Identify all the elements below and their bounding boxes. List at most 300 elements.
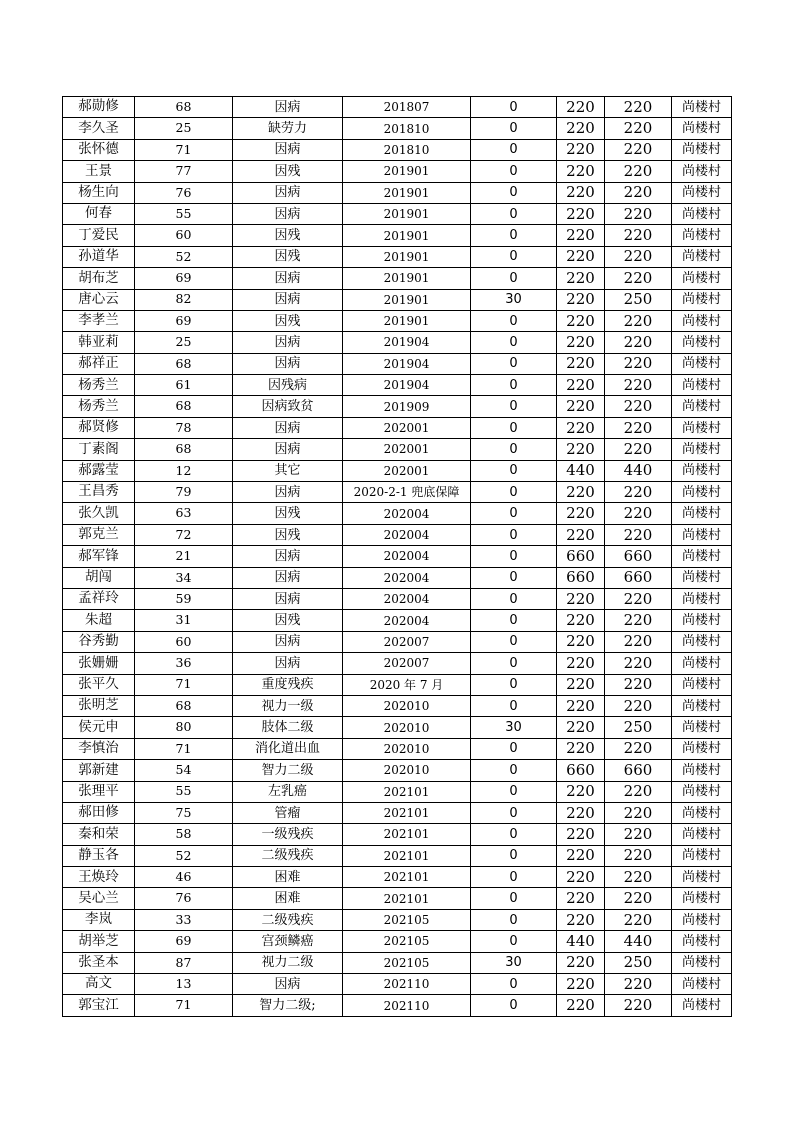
reason-cell: 视力二级 <box>233 952 343 973</box>
extra-amount-cell: 0 <box>471 781 557 802</box>
total-amount-cell: 220 <box>605 995 672 1016</box>
table-row <box>63 139 732 160</box>
reason-cell: 因残 <box>233 246 343 267</box>
total-amount-cell: 660 <box>605 546 672 567</box>
age-cell: 60 <box>135 225 233 246</box>
name-cell: 张怀德 <box>63 139 135 160</box>
base-amount-cell: 220 <box>557 310 605 331</box>
reason-cell: 因病致贫 <box>233 396 343 417</box>
date-cell: 202101 <box>343 781 471 802</box>
name-cell: 张久凯 <box>63 503 135 524</box>
total-amount-cell: 220 <box>605 353 672 374</box>
assistance-recipient-table <box>62 96 732 1017</box>
age-cell: 21 <box>135 546 233 567</box>
age-cell: 63 <box>135 503 233 524</box>
base-amount-cell: 220 <box>557 909 605 930</box>
table-row <box>63 909 732 930</box>
reason-cell: 二级残疾 <box>233 909 343 930</box>
extra-amount-cell: 0 <box>471 268 557 289</box>
extra-amount-cell: 0 <box>471 760 557 781</box>
table-row <box>63 118 732 139</box>
base-amount-cell: 220 <box>557 417 605 438</box>
name-cell: 丁素阁 <box>63 439 135 460</box>
village-cell: 尚楼村 <box>672 653 732 674</box>
reason-cell: 左乳癌 <box>233 781 343 802</box>
extra-amount-cell: 0 <box>471 353 557 374</box>
table-row <box>63 439 732 460</box>
age-cell: 71 <box>135 995 233 1016</box>
date-cell: 202010 <box>343 760 471 781</box>
reason-cell: 因病 <box>233 289 343 310</box>
village-cell: 尚楼村 <box>672 781 732 802</box>
name-cell: 张平久 <box>63 674 135 695</box>
village-cell: 尚楼村 <box>672 995 732 1016</box>
extra-amount-cell: 0 <box>471 482 557 503</box>
total-amount-cell: 220 <box>605 225 672 246</box>
total-amount-cell: 220 <box>605 974 672 995</box>
reason-cell: 因病 <box>233 417 343 438</box>
date-cell: 201810 <box>343 139 471 160</box>
extra-amount-cell: 0 <box>471 974 557 995</box>
table-row <box>63 845 732 866</box>
extra-amount-cell: 0 <box>471 375 557 396</box>
age-cell: 33 <box>135 909 233 930</box>
reason-cell: 管瘤 <box>233 802 343 823</box>
village-cell: 尚楼村 <box>672 952 732 973</box>
name-cell: 郝军锋 <box>63 546 135 567</box>
name-cell: 吴心兰 <box>63 888 135 909</box>
date-cell: 202110 <box>343 974 471 995</box>
total-amount-cell: 220 <box>605 182 672 203</box>
name-cell: 张圣本 <box>63 952 135 973</box>
extra-amount-cell: 0 <box>471 845 557 866</box>
name-cell: 胡布芝 <box>63 268 135 289</box>
extra-amount-cell: 0 <box>471 588 557 609</box>
total-amount-cell: 220 <box>605 653 672 674</box>
village-cell: 尚楼村 <box>672 439 732 460</box>
base-amount-cell: 440 <box>557 931 605 952</box>
total-amount-cell: 220 <box>605 161 672 182</box>
total-amount-cell: 220 <box>605 268 672 289</box>
total-amount-cell: 250 <box>605 952 672 973</box>
reason-cell: 视力一级 <box>233 695 343 716</box>
name-cell: 郝勋修 <box>63 97 135 118</box>
table-row <box>63 246 732 267</box>
total-amount-cell: 220 <box>605 631 672 652</box>
age-cell: 61 <box>135 375 233 396</box>
date-cell: 201901 <box>343 268 471 289</box>
total-amount-cell: 660 <box>605 567 672 588</box>
table-row <box>63 375 732 396</box>
village-cell: 尚楼村 <box>672 674 732 695</box>
village-cell: 尚楼村 <box>672 717 732 738</box>
age-cell: 60 <box>135 631 233 652</box>
base-amount-cell: 220 <box>557 824 605 845</box>
date-cell: 202004 <box>343 524 471 545</box>
extra-amount-cell: 0 <box>471 674 557 695</box>
table-row <box>63 268 732 289</box>
date-cell: 201901 <box>343 161 471 182</box>
date-cell: 202007 <box>343 631 471 652</box>
total-amount-cell: 220 <box>605 781 672 802</box>
base-amount-cell: 220 <box>557 396 605 417</box>
table-row <box>63 310 732 331</box>
base-amount-cell: 220 <box>557 289 605 310</box>
base-amount-cell: 220 <box>557 375 605 396</box>
name-cell: 何春 <box>63 203 135 224</box>
village-cell: 尚楼村 <box>672 203 732 224</box>
name-cell: 李岚 <box>63 909 135 930</box>
date-cell: 202101 <box>343 824 471 845</box>
name-cell: 李久圣 <box>63 118 135 139</box>
extra-amount-cell: 0 <box>471 738 557 759</box>
reason-cell: 因病 <box>233 439 343 460</box>
table-row <box>63 203 732 224</box>
age-cell: 71 <box>135 738 233 759</box>
extra-amount-cell: 0 <box>471 631 557 652</box>
extra-amount-cell: 0 <box>471 246 557 267</box>
age-cell: 31 <box>135 610 233 631</box>
name-cell: 张姗姗 <box>63 653 135 674</box>
age-cell: 68 <box>135 439 233 460</box>
total-amount-cell: 220 <box>605 610 672 631</box>
name-cell: 朱超 <box>63 610 135 631</box>
total-amount-cell: 440 <box>605 460 672 481</box>
base-amount-cell: 220 <box>557 161 605 182</box>
table-row <box>63 503 732 524</box>
extra-amount-cell: 0 <box>471 439 557 460</box>
name-cell: 郭宝江 <box>63 995 135 1016</box>
base-amount-cell: 220 <box>557 610 605 631</box>
reason-cell: 因病 <box>233 268 343 289</box>
name-cell: 杨秀兰 <box>63 396 135 417</box>
reason-cell: 因病 <box>233 974 343 995</box>
base-amount-cell: 220 <box>557 203 605 224</box>
total-amount-cell: 220 <box>605 139 672 160</box>
village-cell: 尚楼村 <box>672 974 732 995</box>
age-cell: 52 <box>135 845 233 866</box>
base-amount-cell: 220 <box>557 524 605 545</box>
extra-amount-cell: 0 <box>471 310 557 331</box>
age-cell: 34 <box>135 567 233 588</box>
age-cell: 75 <box>135 802 233 823</box>
village-cell: 尚楼村 <box>672 118 732 139</box>
base-amount-cell: 220 <box>557 631 605 652</box>
base-amount-cell: 220 <box>557 695 605 716</box>
reason-cell: 智力二级 <box>233 760 343 781</box>
name-cell: 李慎治 <box>63 738 135 759</box>
reason-cell: 因残 <box>233 524 343 545</box>
age-cell: 54 <box>135 760 233 781</box>
total-amount-cell: 220 <box>605 118 672 139</box>
table-row <box>63 738 732 759</box>
village-cell: 尚楼村 <box>672 289 732 310</box>
date-cell: 202101 <box>343 867 471 888</box>
age-cell: 59 <box>135 588 233 609</box>
reason-cell: 因残 <box>233 161 343 182</box>
base-amount-cell: 220 <box>557 653 605 674</box>
village-cell: 尚楼村 <box>672 802 732 823</box>
name-cell: 郝田修 <box>63 802 135 823</box>
date-cell: 202007 <box>343 653 471 674</box>
reason-cell: 智力二级; <box>233 995 343 1016</box>
name-cell: 胡闯 <box>63 567 135 588</box>
table-row <box>63 974 732 995</box>
date-cell: 201901 <box>343 225 471 246</box>
reason-cell: 一级残疾 <box>233 824 343 845</box>
total-amount-cell: 220 <box>605 824 672 845</box>
reason-cell: 困难 <box>233 888 343 909</box>
table-row <box>63 97 732 118</box>
base-amount-cell: 220 <box>557 802 605 823</box>
table-row <box>63 161 732 182</box>
extra-amount-cell: 0 <box>471 460 557 481</box>
date-cell: 202004 <box>343 567 471 588</box>
table-row <box>63 396 732 417</box>
extra-amount-cell: 0 <box>471 225 557 246</box>
village-cell: 尚楼村 <box>672 695 732 716</box>
base-amount-cell: 220 <box>557 439 605 460</box>
date-cell: 202001 <box>343 439 471 460</box>
extra-amount-cell: 0 <box>471 931 557 952</box>
date-cell: 202004 <box>343 610 471 631</box>
table-row <box>63 867 732 888</box>
total-amount-cell: 220 <box>605 97 672 118</box>
name-cell: 王焕玲 <box>63 867 135 888</box>
total-amount-cell: 220 <box>605 246 672 267</box>
age-cell: 36 <box>135 653 233 674</box>
village-cell: 尚楼村 <box>672 824 732 845</box>
extra-amount-cell: 0 <box>471 546 557 567</box>
total-amount-cell: 220 <box>605 845 672 866</box>
name-cell: 侯元申 <box>63 717 135 738</box>
base-amount-cell: 220 <box>557 503 605 524</box>
date-cell: 202101 <box>343 845 471 866</box>
village-cell: 尚楼村 <box>672 867 732 888</box>
extra-amount-cell: 30 <box>471 952 557 973</box>
age-cell: 80 <box>135 717 233 738</box>
total-amount-cell: 220 <box>605 332 672 353</box>
name-cell: 唐心云 <box>63 289 135 310</box>
base-amount-cell: 220 <box>557 974 605 995</box>
base-amount-cell: 220 <box>557 225 605 246</box>
village-cell: 尚楼村 <box>672 139 732 160</box>
name-cell: 丁爱民 <box>63 225 135 246</box>
date-cell: 2020-2-1 兜底保障 <box>343 482 471 503</box>
age-cell: 58 <box>135 824 233 845</box>
extra-amount-cell: 0 <box>471 567 557 588</box>
table-row <box>63 781 732 802</box>
village-cell: 尚楼村 <box>672 567 732 588</box>
name-cell: 王昌秀 <box>63 482 135 503</box>
age-cell: 69 <box>135 268 233 289</box>
village-cell: 尚楼村 <box>672 375 732 396</box>
extra-amount-cell: 0 <box>471 182 557 203</box>
reason-cell: 因病 <box>233 139 343 160</box>
age-cell: 76 <box>135 182 233 203</box>
extra-amount-cell: 0 <box>471 888 557 909</box>
base-amount-cell: 220 <box>557 867 605 888</box>
reason-cell: 因残 <box>233 225 343 246</box>
base-amount-cell: 660 <box>557 567 605 588</box>
age-cell: 69 <box>135 931 233 952</box>
base-amount-cell: 220 <box>557 332 605 353</box>
age-cell: 25 <box>135 332 233 353</box>
extra-amount-cell: 0 <box>471 867 557 888</box>
name-cell: 高文 <box>63 974 135 995</box>
base-amount-cell: 220 <box>557 268 605 289</box>
base-amount-cell: 220 <box>557 588 605 609</box>
village-cell: 尚楼村 <box>672 182 732 203</box>
extra-amount-cell: 0 <box>471 161 557 182</box>
table-row <box>63 524 732 545</box>
total-amount-cell: 220 <box>605 417 672 438</box>
base-amount-cell: 220 <box>557 717 605 738</box>
village-cell: 尚楼村 <box>672 503 732 524</box>
reason-cell: 其它 <box>233 460 343 481</box>
age-cell: 76 <box>135 888 233 909</box>
extra-amount-cell: 0 <box>471 332 557 353</box>
total-amount-cell: 440 <box>605 931 672 952</box>
total-amount-cell: 220 <box>605 310 672 331</box>
extra-amount-cell: 0 <box>471 995 557 1016</box>
reason-cell: 因残 <box>233 503 343 524</box>
date-cell: 201909 <box>343 396 471 417</box>
table-row <box>63 225 732 246</box>
table-row <box>63 417 732 438</box>
table-row <box>63 182 732 203</box>
base-amount-cell: 220 <box>557 888 605 909</box>
village-cell: 尚楼村 <box>672 396 732 417</box>
table-row <box>63 353 732 374</box>
base-amount-cell: 220 <box>557 952 605 973</box>
reason-cell: 因病 <box>233 97 343 118</box>
total-amount-cell: 220 <box>605 674 672 695</box>
village-cell: 尚楼村 <box>672 246 732 267</box>
extra-amount-cell: 0 <box>471 118 557 139</box>
name-cell: 郝祥正 <box>63 353 135 374</box>
age-cell: 25 <box>135 118 233 139</box>
date-cell: 202010 <box>343 695 471 716</box>
village-cell: 尚楼村 <box>672 482 732 503</box>
age-cell: 72 <box>135 524 233 545</box>
table-row <box>63 610 732 631</box>
date-cell: 202105 <box>343 931 471 952</box>
reason-cell: 因病 <box>233 182 343 203</box>
date-cell: 202010 <box>343 738 471 759</box>
total-amount-cell: 220 <box>605 588 672 609</box>
name-cell: 杨秀兰 <box>63 375 135 396</box>
base-amount-cell: 220 <box>557 482 605 503</box>
table-row <box>63 695 732 716</box>
table-row <box>63 567 732 588</box>
total-amount-cell: 220 <box>605 695 672 716</box>
table-row <box>63 631 732 652</box>
village-cell: 尚楼村 <box>672 161 732 182</box>
base-amount-cell: 220 <box>557 139 605 160</box>
village-cell: 尚楼村 <box>672 524 732 545</box>
table-row <box>63 995 732 1016</box>
name-cell: 谷秀勤 <box>63 631 135 652</box>
date-cell: 202101 <box>343 888 471 909</box>
village-cell: 尚楼村 <box>672 738 732 759</box>
base-amount-cell: 220 <box>557 995 605 1016</box>
date-cell: 202004 <box>343 503 471 524</box>
table-row <box>63 588 732 609</box>
base-amount-cell: 220 <box>557 97 605 118</box>
village-cell: 尚楼村 <box>672 353 732 374</box>
village-cell: 尚楼村 <box>672 610 732 631</box>
reason-cell: 宫颈鳞癌 <box>233 931 343 952</box>
table-row <box>63 824 732 845</box>
village-cell: 尚楼村 <box>672 760 732 781</box>
total-amount-cell: 220 <box>605 867 672 888</box>
age-cell: 82 <box>135 289 233 310</box>
age-cell: 12 <box>135 460 233 481</box>
age-cell: 52 <box>135 246 233 267</box>
date-cell: 201901 <box>343 203 471 224</box>
name-cell: 张理平 <box>63 781 135 802</box>
date-cell: 201904 <box>343 332 471 353</box>
village-cell: 尚楼村 <box>672 310 732 331</box>
date-cell: 201807 <box>343 97 471 118</box>
age-cell: 68 <box>135 695 233 716</box>
base-amount-cell: 220 <box>557 845 605 866</box>
base-amount-cell: 220 <box>557 738 605 759</box>
village-cell: 尚楼村 <box>672 845 732 866</box>
age-cell: 68 <box>135 97 233 118</box>
total-amount-cell: 220 <box>605 888 672 909</box>
age-cell: 69 <box>135 310 233 331</box>
base-amount-cell: 220 <box>557 118 605 139</box>
date-cell: 202105 <box>343 909 471 930</box>
date-cell: 202004 <box>343 588 471 609</box>
total-amount-cell: 250 <box>605 289 672 310</box>
total-amount-cell: 660 <box>605 760 672 781</box>
date-cell: 202010 <box>343 717 471 738</box>
reason-cell: 因病 <box>233 332 343 353</box>
date-cell: 202001 <box>343 417 471 438</box>
age-cell: 71 <box>135 674 233 695</box>
village-cell: 尚楼村 <box>672 417 732 438</box>
table-row <box>63 952 732 973</box>
name-cell: 郭克兰 <box>63 524 135 545</box>
date-cell: 201901 <box>343 289 471 310</box>
extra-amount-cell: 30 <box>471 717 557 738</box>
village-cell: 尚楼村 <box>672 909 732 930</box>
reason-cell: 因病 <box>233 653 343 674</box>
reason-cell: 因残 <box>233 310 343 331</box>
reason-cell: 重度残疾 <box>233 674 343 695</box>
base-amount-cell: 220 <box>557 674 605 695</box>
name-cell: 胡举芝 <box>63 931 135 952</box>
name-cell: 张明芝 <box>63 695 135 716</box>
age-cell: 13 <box>135 974 233 995</box>
total-amount-cell: 250 <box>605 717 672 738</box>
reason-cell: 缺劳力 <box>233 118 343 139</box>
name-cell: 孟祥玲 <box>63 588 135 609</box>
extra-amount-cell: 0 <box>471 695 557 716</box>
base-amount-cell: 440 <box>557 460 605 481</box>
reason-cell: 因病 <box>233 353 343 374</box>
reason-cell: 二级残疾 <box>233 845 343 866</box>
age-cell: 79 <box>135 482 233 503</box>
base-amount-cell: 220 <box>557 182 605 203</box>
name-cell: 杨生向 <box>63 182 135 203</box>
table-row <box>63 802 732 823</box>
age-cell: 55 <box>135 203 233 224</box>
extra-amount-cell: 0 <box>471 802 557 823</box>
